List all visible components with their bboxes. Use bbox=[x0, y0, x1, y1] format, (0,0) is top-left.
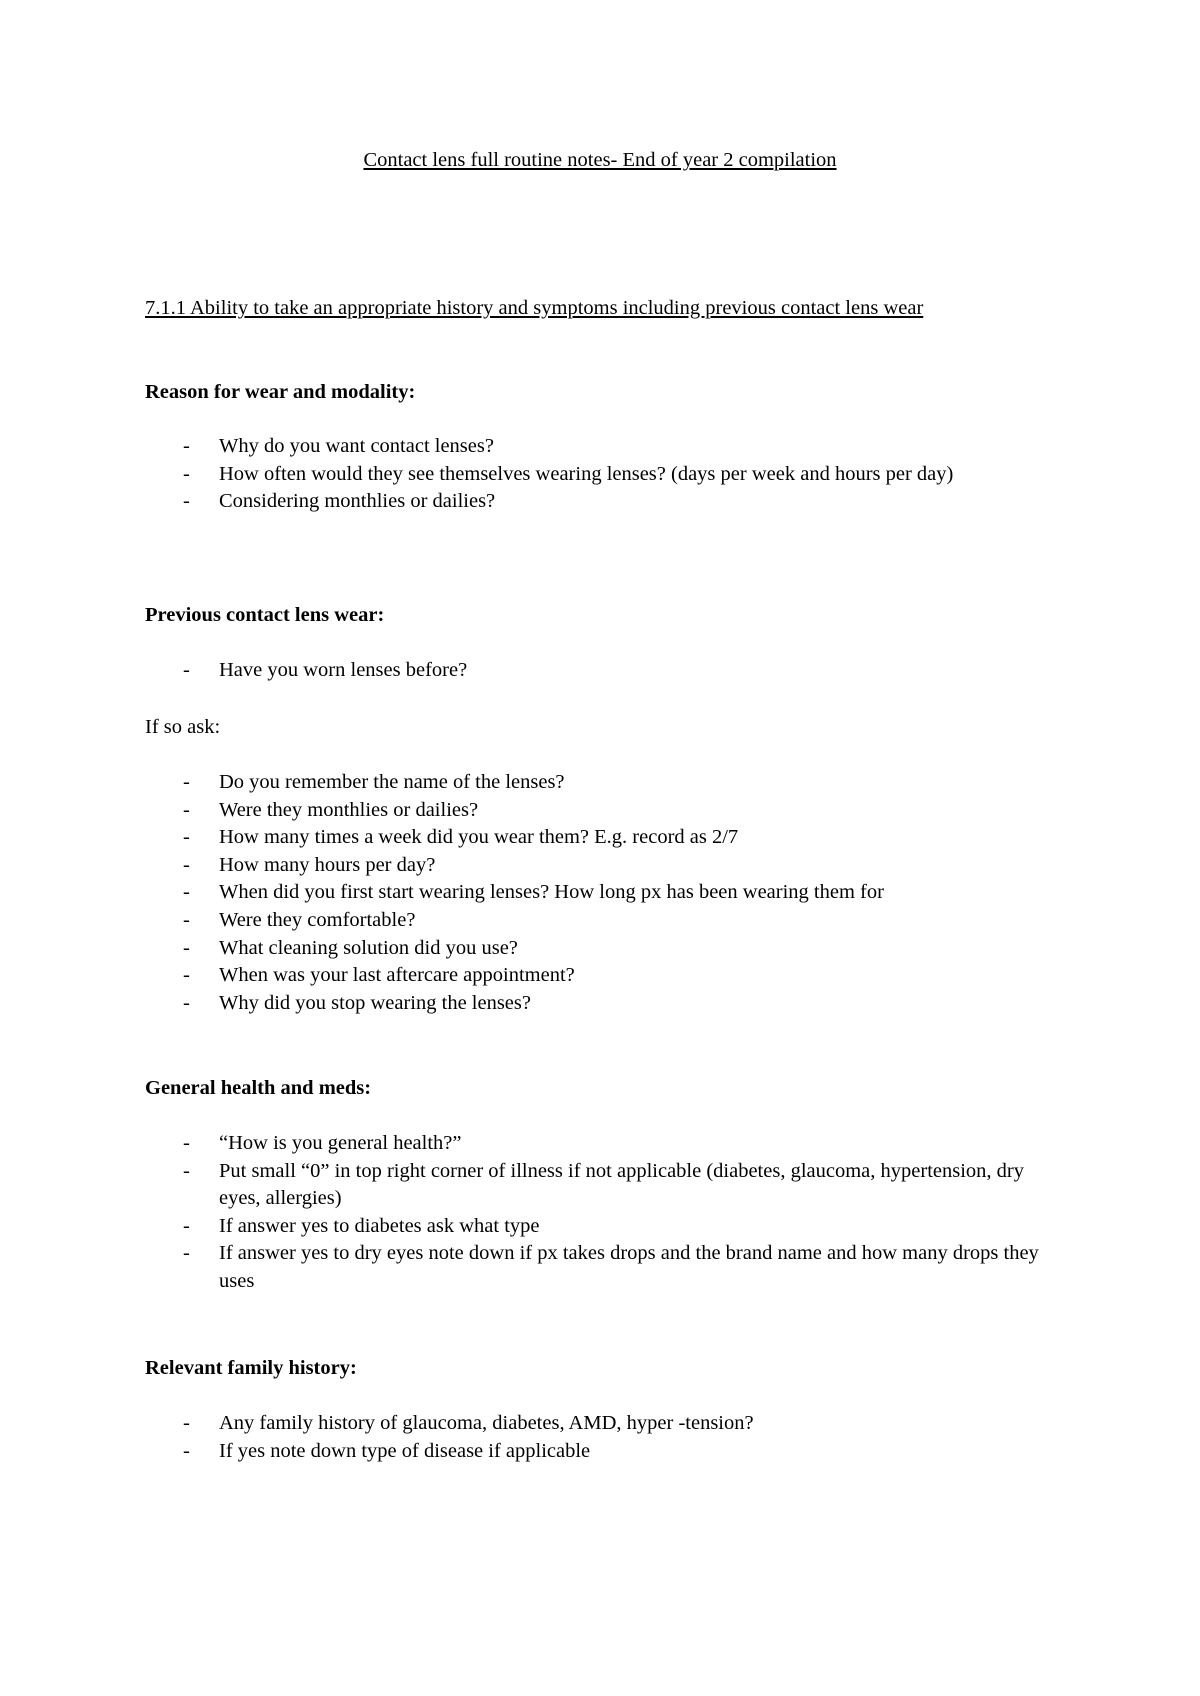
list-item: - Put small “0” in top right corner of illness if not applicable (diabetes, glaucoma, hypertension, dry eyes, allergies) bbox=[183, 1159, 1024, 1210]
heading-general-health: General health and meds: bbox=[145, 1077, 372, 1099]
heading-family-history: Relevant family history: bbox=[145, 1357, 357, 1379]
dash-bullet: - bbox=[183, 991, 190, 1014]
dash-bullet: - bbox=[183, 1214, 190, 1237]
list-family-history bbox=[0, 1410, 1049, 1465]
list-reason-for-wear bbox=[0, 433, 1049, 516]
dash-bullet: - bbox=[183, 462, 190, 485]
dash-bullet: - bbox=[183, 659, 190, 681]
list-item: - Do you remember the name of the lenses? bbox=[0, 769, 1049, 797]
if-so-ask-label: If so ask: bbox=[145, 716, 221, 738]
dash-bullet: - bbox=[183, 435, 190, 457]
list-item: - If answer yes to diabetes ask what type bbox=[0, 1213, 1049, 1241]
list-previous-followups bbox=[0, 769, 1049, 1017]
dash-bullet: - bbox=[183, 881, 190, 904]
dash-bullet: - bbox=[183, 1439, 190, 1462]
dash-bullet: - bbox=[183, 853, 190, 876]
dash-bullet: - bbox=[183, 964, 190, 987]
list-general-health bbox=[0, 1130, 1049, 1296]
list-item: - Were they comfortable? bbox=[0, 907, 1049, 935]
list-item: - Were they monthlies or dailies? bbox=[0, 797, 1049, 825]
dash-bullet: - bbox=[183, 490, 190, 513]
dash-bullet: - bbox=[183, 1159, 190, 1182]
list-item: - If answer yes to dry eyes note down if px takes drops and the brand name and how many drops they uses bbox=[183, 1242, 1039, 1292]
list-item: - When did you first start wearing lenses? How long px has been wearing them for bbox=[0, 879, 1049, 907]
list-item: - “How is you general health?” bbox=[0, 1130, 1049, 1158]
dash-bullet: - bbox=[183, 771, 190, 793]
list-item: - How many hours per day? bbox=[0, 852, 1049, 880]
list-item: - When was your last aftercare appointment? bbox=[0, 962, 1049, 990]
list-item: - Why did you stop wearing the lenses? bbox=[0, 990, 1049, 1018]
list-item: - How many times a week did you wear them? E.g. record as 2/7 bbox=[0, 824, 1049, 852]
dash-bullet: - bbox=[183, 1412, 190, 1434]
list-item: - Considering monthlies or dailies? bbox=[0, 488, 1049, 516]
heading-previous-wear: Previous contact lens wear: bbox=[145, 604, 385, 626]
heading-reason-for-wear: Reason for wear and modality: bbox=[145, 381, 416, 403]
list-item: - How often would they see themselves wearing lenses? (days per week and hours per day) bbox=[0, 461, 1049, 489]
list-item: - Have you worn lenses before? bbox=[0, 657, 1049, 685]
dash-bullet: - bbox=[183, 1242, 190, 1265]
list-item: - Why do you want contact lenses? bbox=[0, 433, 1049, 461]
list-item: - What cleaning solution did you use? bbox=[0, 935, 1049, 963]
dash-bullet: - bbox=[183, 908, 190, 931]
dash-bullet: - bbox=[183, 1132, 190, 1154]
dash-bullet: - bbox=[183, 826, 190, 849]
list-previous-wear bbox=[0, 657, 1049, 685]
dash-bullet: - bbox=[183, 936, 190, 959]
list-item: - Any family history of glaucoma, diabetes, AMD, hyper -tension? bbox=[0, 1410, 1049, 1438]
dash-bullet: - bbox=[183, 798, 190, 821]
document-title: Contact lens full routine notes- End of year 2 compilation bbox=[363, 149, 837, 171]
section-reference: 7.1.1 Ability to take an appropriate history and symptoms including previous contact lens wear bbox=[145, 297, 924, 319]
list-item: - If yes note down type of disease if applicable bbox=[0, 1438, 1049, 1466]
